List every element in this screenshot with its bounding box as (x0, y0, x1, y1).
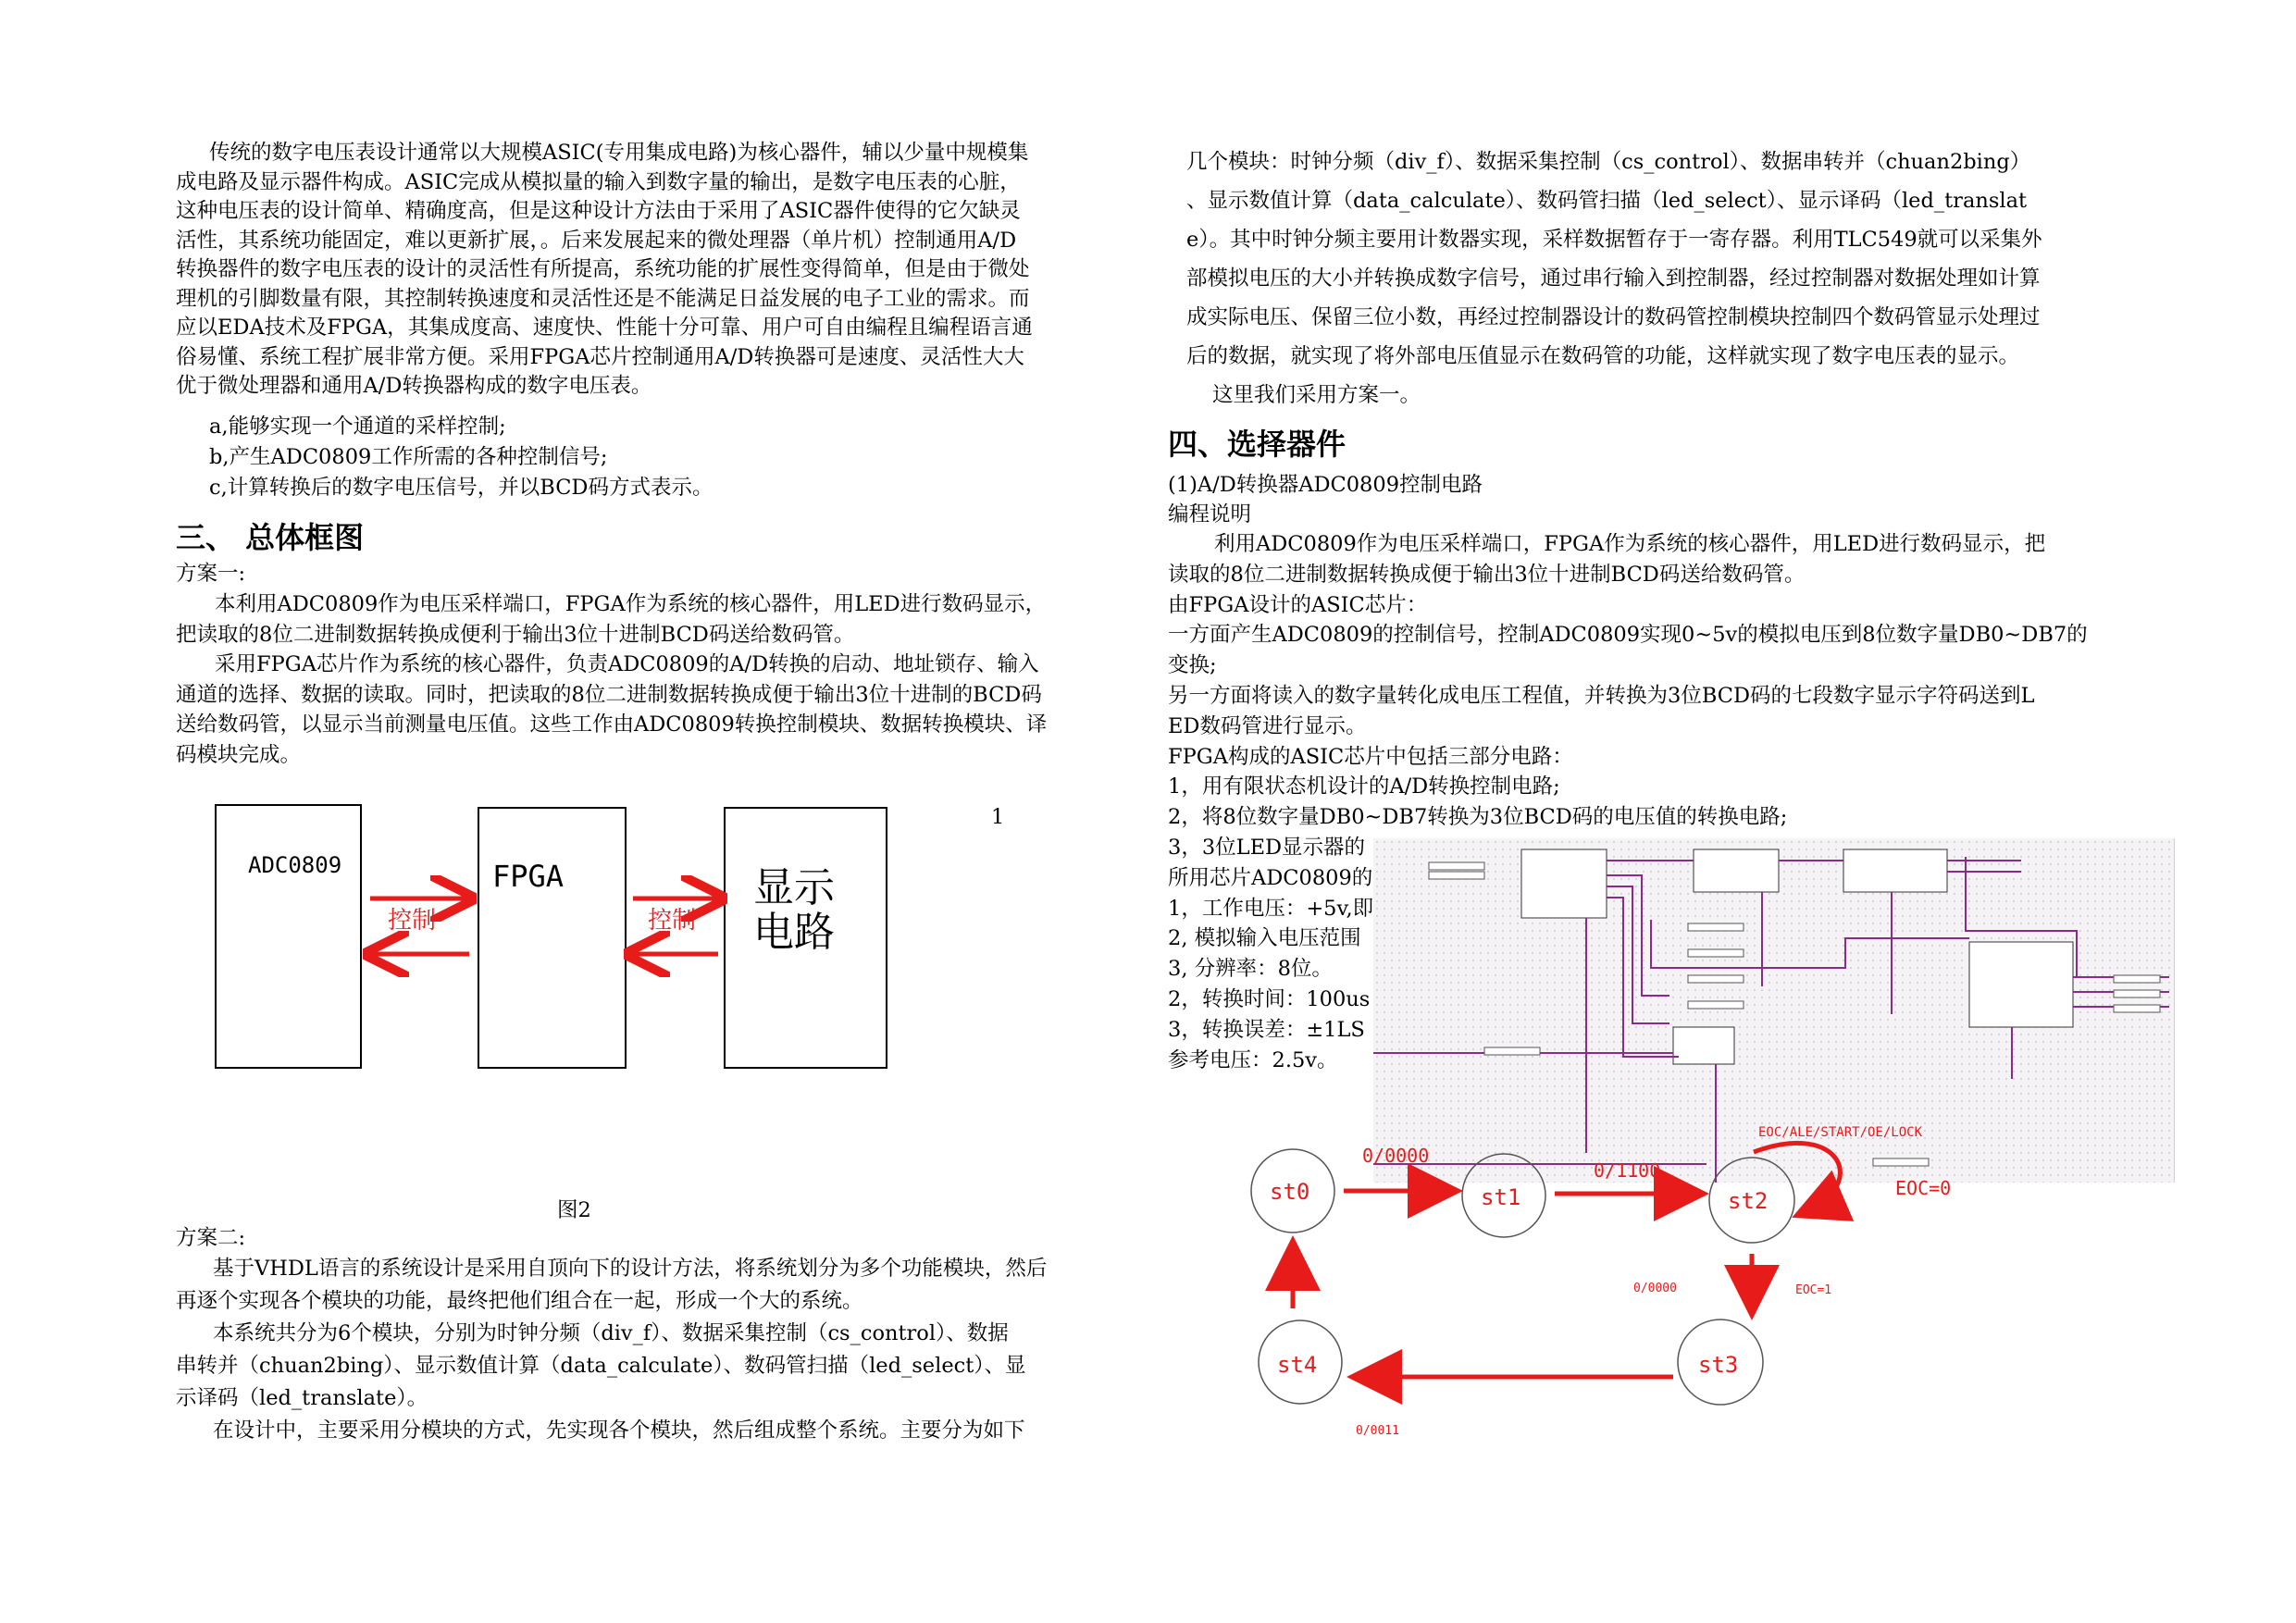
text-line: 后的数据，就实现了将外部电压值显示在数码管的功能，这样就实现了数字电压表的显示。 (1186, 344, 2020, 368)
figure-caption: 图2 (557, 1198, 591, 1222)
control-label-1: 控制 (388, 907, 437, 935)
text-line: 俗易懂、系统工程扩展非常方便。采用FPGA芯片控制通用A/D转换器可是速度、灵活性大大 (176, 344, 1024, 369)
text-line: 再逐个实现各个模块的功能，最终把他们组合在一起，形成一个大的系统。 (176, 1289, 863, 1313)
text-line: 示译码（led_translate）。 (176, 1386, 428, 1410)
text-line: 通道的选择、数据的读取。同时，把读取的8位二进制数据转换成便于输出3位十进制的BCD码 (176, 682, 1042, 707)
text-line: 2, 模拟输入电压范围 (1168, 926, 1361, 951)
text-line: 2，转换时间：100us (1168, 987, 1371, 1011)
text-line: 应以EDA技术及FPGA，其集成度高、速度快、性能十分可靠、用户可自由编程且编程语言通 (176, 316, 1033, 340)
text-line: 利用ADC0809作为电压采样端口，FPGA作为系统的核心器件，用LED进行数码显示，把 (1214, 532, 2046, 556)
plan1-label: 方案一: (176, 562, 246, 586)
text-line: 优于微处理器和通用A/D转换器构成的数字电压表。 (176, 374, 652, 398)
adc-label: ADC0809 (248, 852, 342, 878)
text-line: 码模块完成。 (176, 742, 302, 767)
plan2-label: 方案二: (176, 1226, 246, 1250)
text-line: 几个模块：时钟分频（div_f）、数据采集控制（cs_control）、数据串转并（chuan2bing） (1186, 150, 2031, 174)
loop-label: EOC/ALE/START/OE/LOCK (1758, 1125, 1923, 1140)
text-line: 参考电压：2.5v。 (1168, 1047, 1338, 1072)
text-line: 在设计中，主要采用分模块的方式，先实现各个模块，然后组成整个系统。主要分为如下 (213, 1419, 1025, 1443)
st1-label: st1 (1481, 1184, 1521, 1210)
text-line: 传统的数字电压表设计通常以大规模ASIC(专用集成电路)为核心器件，辅以少量中规模集 (209, 141, 1029, 165)
text-line: 活性，其系统功能固定，难以更新扩展，。后来发展起来的微处理器（单片机）控制通用A/D (176, 228, 1017, 253)
text-line: 把读取的8位二进制数据转换成便利于输出3位十进制BCD码送给数码管。 (176, 622, 855, 647)
text-line: e）。其中时钟分频主要用计数器实现，采样数据暂存于一寄存器。利用TLC549就可以采集外 (1186, 228, 2042, 252)
st4-label: st4 (1277, 1352, 1318, 1378)
text-line: a,能够实现一个通道的采样控制; (209, 415, 506, 439)
programming-note-label: 编程说明 (1168, 502, 1252, 527)
eoc1-label: EOC=1 (1795, 1283, 1832, 1297)
text-line: 采用FPGA芯片作为系统的核心器件，负责ADC0809的A/D转换的启动、地址锁存、输入 (215, 652, 1039, 676)
st2-label: st2 (1728, 1188, 1769, 1214)
text-line: 3，转换误差：±1LS (1168, 1017, 1365, 1042)
text-line: FPGA构成的ASIC芯片中包括三部分电路： (1168, 744, 1573, 769)
transition-label-34: 0/0011 (1356, 1424, 1399, 1438)
st0-label: st0 (1270, 1179, 1310, 1205)
text-line: 部模拟电压的大小并转换成数字信号，通过串行输入到控制器，经过控制器对数据处理如计算 (1186, 266, 2041, 291)
text-line: 3，3位LED显示器的 (1168, 836, 1366, 860)
text-line: 转换器件的数字电压表的设计的灵活性有所提高，系统功能的扩展性变得简单，但是由于微处 (176, 257, 1030, 281)
state-output-label: 0/0000 (1633, 1282, 1677, 1295)
state-machine-diagram (1203, 1101, 2017, 1471)
transition-label-01: 0/0000 (1362, 1145, 1430, 1167)
text-line: c,计算转换后的数字电压信号，并以BCD码方式表示。 (209, 476, 714, 500)
diagram-number: 1 (991, 805, 1005, 829)
text-line: b,产生ADC0809工作所需的各种控制信号; (209, 445, 608, 469)
subheading-adc-control: (1)A/D转换器ADC0809控制电路 (1168, 473, 1483, 497)
text-line: 本系统共分为6个模块，分别为时钟分频（div_f）、数据采集控制（cs_control）、数据 (213, 1321, 1009, 1345)
display-label-line2: 电路 (753, 909, 835, 956)
text-line: 成实际电压、保留三位小数，再经过控制器设计的数码管控制模块控制四个数码管显示处理过 (1186, 305, 2041, 329)
text-line: 1，工作电压：+5v,即 (1168, 896, 1374, 921)
block-diagram-arrows (0, 0, 1111, 1295)
text-line: 这种电压表的设计简单、精确度高，但是这种设计方法由于采用了ASIC器件使得的它欠缺灵 (176, 199, 1021, 223)
text-line: 这里我们采用方案一。 (1212, 383, 1421, 407)
control-label-2: 控制 (648, 907, 697, 935)
text-line: 所用芯片ADC0809的 (1168, 865, 1373, 890)
eoc0-label: EOC=0 (1895, 1177, 1952, 1199)
text-line: 读取的8位二进制数据转换成便于输出3位十进制BCD码送给数码管。 (1168, 562, 1806, 587)
text-line: 成电路及显示器件构成。ASIC完成从模拟量的输入到数字量的输出，是数字电压表的心脏， (176, 169, 1021, 194)
transition-label-12: 0/1100 (1594, 1159, 1661, 1182)
text-line: 串转并（chuan2bing）、显示数值计算（data_calculate）、数码管扫描（led_select）、显 (176, 1354, 1026, 1378)
section-heading-4: 四、选择器件 (1168, 427, 1347, 462)
text-line: 理机的引脚数量有限，其控制转换速度和灵活性还是不能满足日益发展的电子工业的需求。而 (176, 286, 1030, 311)
text-line: 基于VHDL语言的系统设计是采用自顶向下的设计方法，将系统划分为多个功能模块，然后 (213, 1257, 1048, 1281)
text-line: 2，将8位数字量DB0~DB7转换为3位BCD码的电压值的转换电路; (1168, 805, 1788, 830)
text-line: 、显示数值计算（data_calculate）、数码管扫描（led_select）、显示译码（led_translat (1186, 189, 2028, 213)
text-line: 由FPGA设计的ASIC芯片： (1168, 592, 1428, 617)
text-line: 变换; (1168, 653, 1217, 678)
text-line: 送给数码管，以显示当前测量电压值。这些工作由ADC0809转换控制模块、数据转换模块、译 (176, 712, 1048, 737)
text-line: 另一方面将读入的数字量转化成电压工程值，并转换为3位BCD码的七段数字显示字符码送到L (1168, 684, 2035, 708)
text-line: 3, 分辨率：8位。 (1168, 957, 1333, 982)
text-line: ED数码管进行显示。 (1168, 713, 1367, 738)
text-line: 本利用ADC0809作为电压采样端口，FPGA作为系统的核心器件，用LED进行数码显示， (215, 592, 1047, 616)
section-heading-3: 三、 总体框图 (176, 520, 365, 555)
text-line: 1，用有限状态机设计的A/D转换控制电路; (1168, 774, 1560, 799)
fpga-label: FPGA (492, 859, 565, 894)
display-label-line1: 显示 (753, 864, 835, 911)
text-line: 一方面产生ADC0809的控制信号，控制ADC0809实现0~5v的模拟电压到8位数字量DB0~DB7的 (1168, 623, 2088, 648)
st3-label: st3 (1698, 1352, 1739, 1378)
